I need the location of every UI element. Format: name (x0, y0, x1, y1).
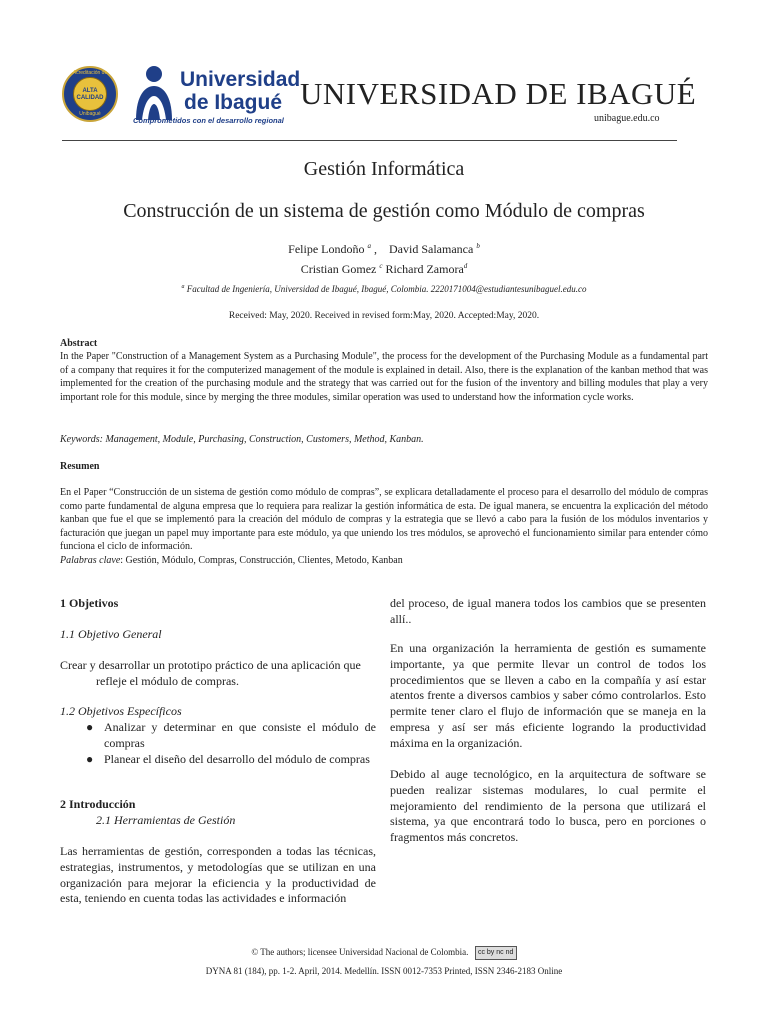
cc-license-icon: cc by nc nd (475, 946, 517, 960)
resumen-keywords (60, 554, 708, 568)
author-sup: c (379, 262, 383, 270)
abstract-heading: Abstract (60, 338, 98, 349)
authors-line1 (40, 238, 728, 258)
seal-line1: ALTA (82, 88, 98, 94)
list-item-text: Planear el diseño del desarrollo del módulo de compras (104, 751, 370, 766)
university-emblem-icon (132, 64, 176, 122)
objetivo-general-text: Crear y desarrollar un prototipo práctico de una aplicación que refleje el módulo de compras. (60, 658, 361, 688)
objetivos-list (60, 720, 376, 767)
author-name: David Salamanca (389, 242, 474, 256)
author-sep: , (371, 242, 386, 256)
author-name: Richard Zamora (385, 262, 464, 276)
author-sup: d (463, 262, 468, 270)
website-link[interactable]: unibague.edu.co (594, 113, 660, 124)
authors-line2 (40, 258, 728, 278)
section-2-heading: 2 Introducción (60, 797, 136, 811)
author-sup: a (367, 242, 371, 250)
paper-title: Construcción de un sistema de gestión como Módulo de compras (123, 200, 645, 222)
subsection-1-2: 1.2 Objetivos Específicos (60, 704, 182, 718)
paragraph-organizacion: En una organización la herramienta de gestión es sumamente importante, ya que permite llevar un control de todos los procedimientos que se lleven a cabo en la compañía y así estar atentos frente a diversos cambios y saber cómo controlarlos. Esto permite tener claro el flujo de información que se maneja en la empresa y así ser más eficiente logrando la productividad máxima en la organización. (390, 641, 706, 750)
journal-section: Gestión Informática (303, 158, 465, 180)
subsection-1-1: 1.1 Objetivo General (60, 627, 162, 641)
abstract-keywords: Keywords: Management, Module, Purchasing, Construction, Customers, Method, Kanban. (60, 434, 424, 445)
received-dates: Received: May, 2020. Received in revised form:May, 2020. Accepted:May, 2020. (228, 311, 540, 321)
authors (40, 238, 728, 278)
license-footer (40, 946, 728, 960)
resumen-heading: Resumen (60, 461, 100, 472)
abstract-text: In the Paper "Construction of a Management System as a Purchasing Module", the process for the development of the Purchasing Module as a fundamental part of a company that requires it for the computerized management of the module is explained in detail. Also, there is the explanation of the kanban method that was implemented for the creation of the purchasing module and the strategy that was carried out for the fusion of the inventory and billing modules that play a very important role for this module, since by merging the three modules, similar operation was used to understand how the information cycle works. (60, 351, 708, 403)
bullet-icon: ● (86, 751, 94, 766)
license-text: © The authors; licensee Universidad Nacional de Colombia. (251, 947, 469, 958)
bullet-icon: ● (86, 720, 94, 734)
header-divider (62, 140, 677, 141)
paragraph-herramientas: Las herramientas de gestión, corresponden a todas las técnicas, estrategias, instrumentos, y metodologías que se utilizan en una organización para mejorar la eficiencia y la productividad de esta, teniendo en cuenta todas las actividades e información (60, 844, 376, 906)
subsection-2-1: 2.1 Herramientas de Gestión (96, 813, 236, 827)
seal-center (73, 77, 107, 111)
list-item-text: Analizar y determinar en que consiste el módulo de compras (104, 720, 376, 750)
citation-footer: DYNA 81 (184), pp. 1-2. April, 2014. Medellín. ISSN 0012-7353 Printed, ISSN 2346-2183 Online (205, 966, 563, 976)
resumen-text: En el Paper “Construcción de un sistema de gestión como módulo de compras”, se explicara detalladamente el proceso para el desarrollo del módulo de compras como parte fundamental de alguna empresa que lo requiera para realizar la gestión informática de esta. De igual manera, se encuentra la explicación del método kanban que fue el que se implementó para la creación del módulo de compras y la estrategia que se llevó a cabo para la fusión de los módulos inventarios y facturación que juegan un papel muy importante para este módulo, ya que uniendo los tres módulos, se aprovechó el funcionamiento similar para entender cómo funciona el ciclo de información. (60, 487, 708, 552)
author-name: Felipe Londoño (288, 242, 365, 256)
affiliation-sup: a (181, 284, 185, 290)
logo-tagline: Comprometidos con el desarrollo regional (133, 116, 284, 125)
seal-bottom-text: Unibagué (79, 111, 101, 117)
header-title: UNIVERSIDAD DE IBAGUÉ (300, 76, 697, 111)
affiliation (40, 284, 728, 294)
logo-line1: Universidad (180, 68, 301, 91)
list-item (60, 720, 376, 752)
accreditation-seal (62, 66, 118, 122)
affiliation-text: Facultad de Ingeniería, Universidad de Ibagué, Ibagué, Colombia. 2220171004@estudiantesunibaguel.edu.co (186, 284, 587, 294)
section-1-heading: 1 Objetivos (60, 596, 119, 610)
seal-top-text: Acreditación de (72, 70, 108, 76)
author-name: Cristian Gomez (300, 262, 377, 276)
paragraph-continued: del proceso, de igual manera todos los cambios que se presenten allí.. (390, 596, 706, 626)
resumen-keywords-label: Palabras clave (60, 555, 121, 566)
logo-line2: de Ibagué (184, 91, 283, 114)
university-logo-text (180, 68, 300, 114)
list-item (60, 752, 376, 768)
paragraph-auge: Debido al auge tecnológico, en la arquitectura de software se pueden realizar sistemas modulares, lo cual permite el mejoramiento del rendimiento de la persona que utilizará el sistema, ya que encontrará todo lo busca, pero en porciones o fragmentos más concretos. (390, 767, 706, 845)
resumen-keywords-text: : Gestión, Módulo, Compras, Construcción, Clientes, Metodo, Kanban (120, 555, 403, 566)
author-sup: b (476, 242, 480, 250)
seal-line2: CALIDAD (76, 95, 104, 101)
